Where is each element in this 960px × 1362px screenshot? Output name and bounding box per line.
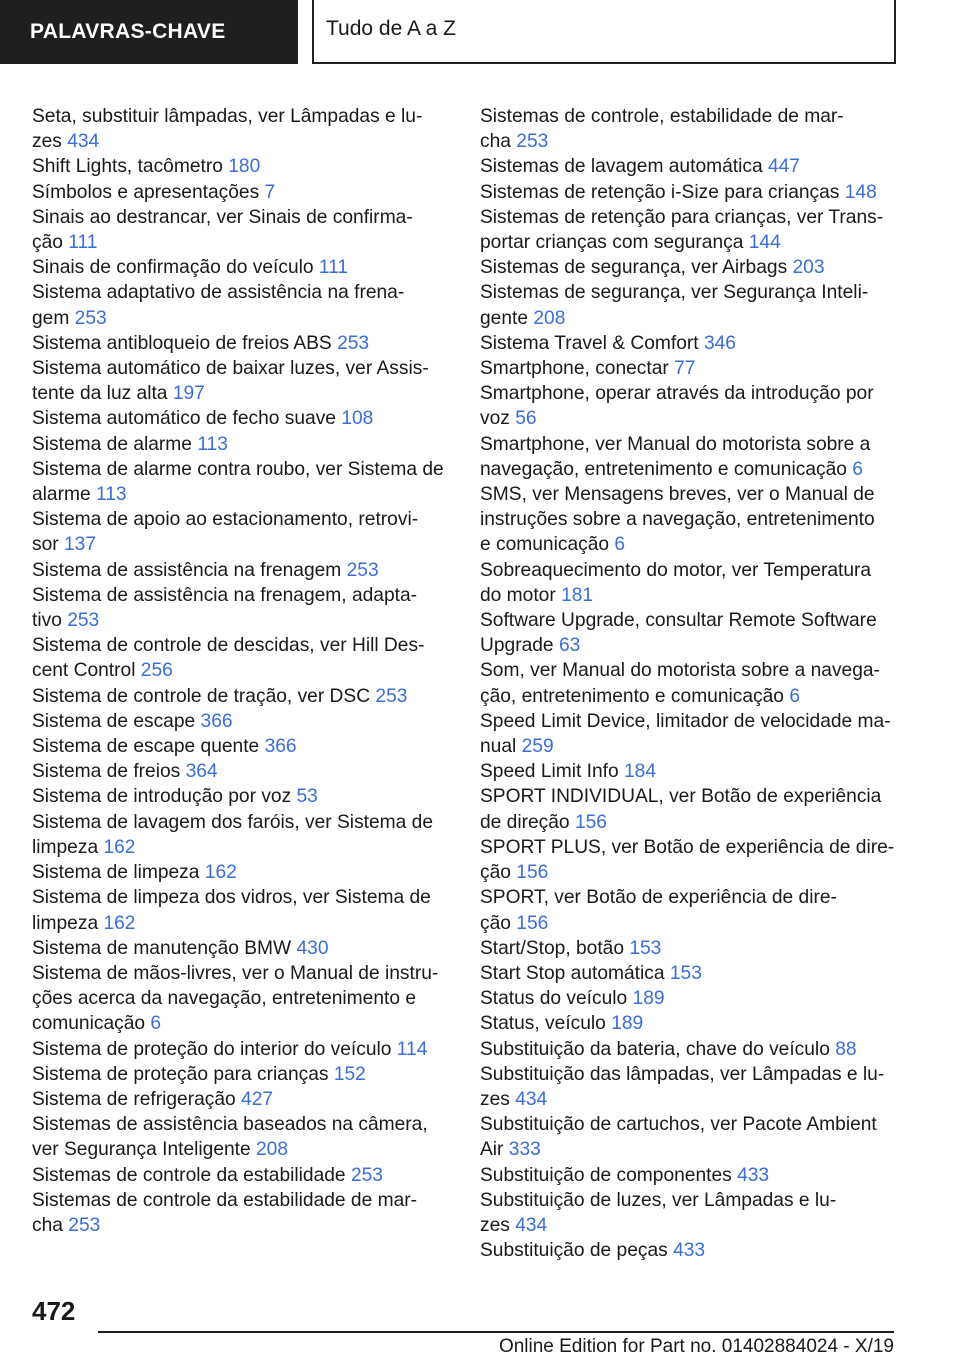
index-entry <box>480 432 900 482</box>
index-entry-label: ção <box>480 912 511 934</box>
index-entry-text <box>480 180 900 205</box>
index-entry-label: ver Segurança Inteligente <box>32 1139 251 1161</box>
page-reference-link[interactable]: 162 <box>204 862 237 884</box>
index-entry <box>32 154 452 179</box>
page-reference-link[interactable]: 253 <box>67 610 100 632</box>
index-entry-text <box>32 432 452 457</box>
index-entry <box>32 205 452 255</box>
index-entry-text <box>480 734 900 759</box>
index-entry-label: zes <box>480 1088 510 1110</box>
index-entry <box>32 356 452 406</box>
index-entry <box>480 482 900 558</box>
page-reference-link[interactable]: 162 <box>103 836 136 858</box>
index-entry <box>480 961 900 986</box>
index-entry-text: instruções sobre a navegação, entretenimento <box>480 509 875 531</box>
index-entry-text: Sistema de mãos-livres, ver o Manual de instru- <box>32 962 439 984</box>
index-entry <box>480 1011 900 1036</box>
index-entry-label: Sistema de introdução por voz <box>32 786 292 808</box>
index-entry <box>480 986 900 1011</box>
index-entry <box>480 835 900 885</box>
index-entry-text <box>32 306 452 331</box>
index-entry-text <box>480 532 900 557</box>
index-entry <box>480 1238 900 1263</box>
index-entry-text: Substituição das lâmpadas, ver Lâmpadas e lu- <box>480 1063 885 1085</box>
index-entry-text: Sistema de assistência na frenagem, adapta- <box>32 584 418 606</box>
index-entry-text: Sistema de alarme contra roubo, ver Sistema de <box>32 458 444 480</box>
index-entry-label: Substituição da bateria, chave do veículo <box>480 1038 830 1060</box>
index-entry-text <box>480 810 900 835</box>
index-entry <box>32 1112 452 1162</box>
index-entry-text: Sistemas de controle, estabilidade de mar- <box>480 106 844 127</box>
index-entry-text: Smartphone, ver Manual do motorista sobre a <box>480 433 871 455</box>
index-entry-label: Sistemas de controle da estabilidade <box>32 1164 346 1186</box>
index-entry <box>32 583 452 633</box>
index-entry-text <box>480 230 900 255</box>
index-entry <box>32 709 452 734</box>
index-entry-text: Seta, substituir lâmpadas, ver Lâmpadas e lu- <box>32 106 423 127</box>
index-entry-label: Status do veículo <box>480 988 628 1010</box>
index-entry <box>32 1037 452 1062</box>
index-column-left <box>32 104 452 1238</box>
index-entry-label: Símbolos e apresentações <box>32 181 260 203</box>
index-entry <box>32 860 452 885</box>
index-entry-label: Status, veículo <box>480 1013 606 1035</box>
index-entry <box>32 885 452 935</box>
index-entry <box>480 104 900 154</box>
index-entry <box>32 457 452 507</box>
index-column-right <box>480 104 900 1263</box>
page-reference-link[interactable]: 156 <box>574 811 607 833</box>
page-reference-link[interactable]: 108 <box>341 408 374 430</box>
index-entry-label: navegação, entretenimento e comunicação <box>480 458 847 480</box>
index-entry <box>32 784 452 809</box>
index-entry-label: cent Control <box>32 660 136 682</box>
index-entry-label: cha <box>480 131 511 153</box>
index-entry-text <box>480 255 900 280</box>
index-entry-text <box>32 381 452 406</box>
index-entry-label: Substituição de peças <box>480 1240 668 1262</box>
index-entry <box>480 381 900 431</box>
index-entry-label: nual <box>480 736 517 758</box>
index-entry-label: gem <box>32 307 70 329</box>
index-entry-label: tente da luz alta <box>32 383 168 405</box>
index-entry-label: limpeza <box>32 836 99 858</box>
index-entry-label: ção <box>32 232 63 254</box>
index-entry-label: Sistema de controle de tração, ver DSC <box>32 685 371 707</box>
page-reference-link[interactable]: 63 <box>558 635 581 657</box>
index-entry <box>32 759 452 784</box>
page-reference-link[interactable]: 189 <box>611 1013 644 1035</box>
index-entry-text: Sistema de apoio ao estacionamento, retrovi- <box>32 509 419 531</box>
index-entry <box>480 558 900 608</box>
index-entry-text <box>480 986 900 1011</box>
page-reference-link[interactable]: 148 <box>844 181 877 203</box>
index-entry-text: Sinais ao destrancar, ver Sinais de confirma- <box>32 206 413 228</box>
index-entry-text <box>32 1011 452 1036</box>
page-header <box>0 0 960 66</box>
page-reference-link[interactable]: 156 <box>516 912 549 934</box>
index-entry-text: Sistemas de controle da estabilidade de mar- <box>32 1189 418 1211</box>
index-entry-text <box>32 658 452 683</box>
index-entry-text <box>32 331 452 356</box>
index-entry-label: cha <box>32 1214 63 1236</box>
index-entry-text <box>480 911 900 936</box>
page-reference-link[interactable]: 111 <box>68 232 98 254</box>
index-entry-text: SPORT, ver Botão de experiência de dire- <box>480 887 837 909</box>
index-entry <box>480 1112 900 1162</box>
page-reference-link[interactable]: 153 <box>629 937 662 959</box>
index-entry-label: Sistema de alarme <box>32 433 192 455</box>
page-reference-link[interactable]: 203 <box>792 257 825 279</box>
index-entry <box>480 885 900 935</box>
index-entry-text: Smartphone, operar através da introdução por <box>480 383 874 405</box>
index-entry-text <box>480 1238 900 1263</box>
index-entry-text <box>480 154 900 179</box>
page-reference-link[interactable]: 114 <box>396 1038 428 1060</box>
index-entry-label: Start Stop automática <box>480 962 665 984</box>
index-entry-text <box>32 482 452 507</box>
index-entry-text <box>32 255 452 280</box>
page-reference-link[interactable]: 77 <box>674 358 696 380</box>
index-entry <box>480 709 900 759</box>
index-entry-text <box>480 1137 900 1162</box>
page-reference-link[interactable]: 364 <box>185 761 218 783</box>
index-entry <box>32 432 452 457</box>
index-entry <box>32 331 452 356</box>
index-entry-label: Start/Stop, botão <box>480 937 624 959</box>
page-reference-link[interactable]: 253 <box>375 685 408 707</box>
page-number: 472 <box>32 1296 76 1326</box>
page-reference-link[interactable]: 181 <box>561 584 594 606</box>
page-reference-link[interactable]: 253 <box>74 307 107 329</box>
index-entry-label: portar crianças com segurança <box>480 232 744 254</box>
page-reference-link[interactable]: 208 <box>256 1139 289 1161</box>
index-entry-label: Air <box>480 1139 504 1161</box>
index-entry-text <box>32 129 452 154</box>
page-reference-link[interactable]: 253 <box>337 332 370 354</box>
index-entry-text <box>480 759 900 784</box>
page-reference-link[interactable]: 156 <box>516 862 549 884</box>
index-entry-label: Sistemas de segurança, ver Airbags <box>480 257 788 279</box>
index-entry-label: comunicação <box>32 1013 146 1035</box>
index-entry-label: Sistema de limpeza <box>32 862 200 884</box>
index-entry-text <box>32 532 452 557</box>
index-entry-label: voz <box>480 408 510 430</box>
index-entry-label: Sistemas de retenção i-Size para crianças <box>480 181 840 203</box>
index-entry-text <box>32 608 452 633</box>
index-entry <box>480 255 900 280</box>
index-entry-text <box>32 1213 452 1238</box>
index-entry-text: Speed Limit Device, limitador de velocidade ma- <box>480 710 891 732</box>
index-entry-label: ção <box>480 862 511 884</box>
page-reference-link[interactable]: 333 <box>508 1139 541 1161</box>
page-reference-link[interactable]: 253 <box>516 131 549 153</box>
index-entry-text <box>480 860 900 885</box>
index-entry-text <box>32 1137 452 1162</box>
index-entry-label: e comunicação <box>480 534 610 556</box>
index-entry-text <box>480 1037 900 1062</box>
page-reference-link[interactable]: 197 <box>172 383 205 405</box>
index-entry-text: Substituição de luzes, ver Lâmpadas e lu- <box>480 1189 837 1211</box>
index-entry <box>480 1163 900 1188</box>
index-entry-text: Sistema de controle de descidas, ver Hill Des- <box>32 635 425 657</box>
index-entry-text <box>32 1037 452 1062</box>
index-entry <box>32 180 452 205</box>
index-entry-text: Sistemas de retenção para crianças, ver Trans- <box>480 206 884 228</box>
page-reference-link[interactable]: 7 <box>264 181 276 203</box>
index-entry-text <box>480 1213 900 1238</box>
page-reference-link[interactable]: 253 <box>68 1214 101 1236</box>
page-reference-link[interactable]: 137 <box>64 534 97 556</box>
page-reference-link[interactable]: 113 <box>197 433 228 455</box>
page-reference-link[interactable]: 180 <box>228 156 261 178</box>
page-reference-link[interactable]: 208 <box>533 307 566 329</box>
page-reference-link[interactable]: 433 <box>737 1164 770 1186</box>
index-entry-text <box>480 1087 900 1112</box>
page-reference-link[interactable]: 253 <box>346 559 379 581</box>
index-entry <box>32 1087 452 1112</box>
page-reference-link[interactable]: 259 <box>521 736 554 758</box>
index-entry <box>480 936 900 961</box>
index-entry-label: sor <box>32 534 59 556</box>
index-entry <box>480 1062 900 1112</box>
index-entry-text: Som, ver Manual do motorista sobre a navega- <box>480 660 880 682</box>
index-entry-text <box>480 129 900 154</box>
index-entry <box>32 1188 452 1238</box>
page-reference-link[interactable]: 88 <box>835 1038 857 1060</box>
index-entry-text: Sistemas de segurança, ver Segurança Inteli- <box>480 282 869 304</box>
index-entry-text <box>480 1011 900 1036</box>
index-entry-label: do motor <box>480 584 556 606</box>
index-entry-label: Upgrade <box>480 635 554 657</box>
index-entry <box>480 1037 900 1062</box>
index-entry <box>32 1163 452 1188</box>
index-entry <box>32 1062 452 1087</box>
index-entry-text: Sistemas de assistência baseados na câmera, <box>32 1114 428 1136</box>
page-reference-link[interactable]: 256 <box>140 660 173 682</box>
index-entry-label: zes <box>480 1214 510 1236</box>
index-entry-label: Smartphone, conectar <box>480 358 669 380</box>
index-entry-text <box>32 1062 452 1087</box>
index-entry-label: Speed Limit Info <box>480 761 619 783</box>
index-entry-text <box>32 1087 452 1112</box>
index-entry-text <box>32 936 452 961</box>
index-entry <box>32 810 452 860</box>
index-entry-label: limpeza <box>32 912 99 934</box>
page-reference-link[interactable]: 434 <box>515 1214 548 1236</box>
index-entry-label: alarme <box>32 484 91 506</box>
index-entry-text <box>32 709 452 734</box>
index-entry-text: SMS, ver Mensagens breves, ver o Manual de <box>480 484 875 506</box>
index-entry-label: Sistema de freios <box>32 761 181 783</box>
index-entry-text: SPORT PLUS, ver Botão de experiência de dire- <box>480 836 895 858</box>
index-entry-label: de direção <box>480 811 570 833</box>
page-reference-link[interactable]: 56 <box>515 408 537 430</box>
page-reference-link[interactable]: 434 <box>67 131 100 153</box>
page-reference-link[interactable]: 6 <box>150 1013 162 1035</box>
index-entry <box>32 104 452 154</box>
index-entry <box>32 633 452 683</box>
index-entry-text <box>480 936 900 961</box>
index-entry <box>32 734 452 759</box>
index-entry-label: Sistema Travel & Comfort <box>480 332 699 354</box>
index-entry <box>32 280 452 330</box>
index-entry-label: ção, entretenimento e comunicação <box>480 685 784 707</box>
page-reference-link[interactable]: 111 <box>318 257 349 279</box>
index-entry-text: Sistema automático de baixar luzes, ver Assis- <box>32 358 429 380</box>
page-reference-link[interactable]: 6 <box>614 534 626 556</box>
index-entry-text <box>32 734 452 759</box>
index-entry-text <box>480 306 900 331</box>
index-entry <box>480 658 900 708</box>
index-entry-label: Shift Lights, tacômetro <box>32 156 223 178</box>
index-entry <box>480 759 900 784</box>
index-entry-text <box>32 911 452 936</box>
index-entry-text <box>480 457 900 482</box>
index-entry <box>480 331 900 356</box>
index-entry <box>32 406 452 431</box>
page-reference-link[interactable]: 433 <box>673 1240 706 1262</box>
index-entry-text <box>32 860 452 885</box>
index-entry-text <box>32 180 452 205</box>
page-reference-link[interactable]: 189 <box>632 988 665 1010</box>
page-reference-link[interactable]: 6 <box>789 685 800 707</box>
index-entry-text: Sobreaquecimento do motor, ver Temperatura <box>480 559 872 581</box>
index-entry-text <box>480 406 900 431</box>
index-entry-text <box>32 406 452 431</box>
index-entry-label: Sistema de assistência na frenagem <box>32 559 342 581</box>
section-subtitle: Tudo de A a Z <box>312 0 896 64</box>
index-entry-text <box>480 1163 900 1188</box>
index-entry-label: Sistema automático de fecho suave <box>32 408 336 430</box>
index-entry <box>32 961 452 1037</box>
page-reference-link[interactable]: 366 <box>200 710 233 732</box>
page-reference-link[interactable]: 434 <box>515 1088 548 1110</box>
index-entry-label: zes <box>32 131 62 153</box>
index-entry-label: Sistema antibloqueio de freios ABS <box>32 332 332 354</box>
index-entry-text: Sistema adaptativo de assistência na frena- <box>32 282 405 304</box>
page-reference-link[interactable]: 447 <box>767 156 800 178</box>
index-entry <box>32 255 452 280</box>
index-entry-text: Sistema de limpeza dos vidros, ver Sistema de <box>32 887 431 909</box>
index-entry-text <box>32 230 452 255</box>
page-reference-link[interactable]: 427 <box>241 1088 274 1110</box>
index-entry <box>480 608 900 658</box>
index-entry-text <box>32 154 452 179</box>
index-entry <box>480 356 900 381</box>
index-entry-label: Sistema de proteção para crianças <box>32 1063 329 1085</box>
index-entry <box>32 936 452 961</box>
index-entry-text <box>480 961 900 986</box>
index-entry-text <box>480 633 900 658</box>
index-entry <box>32 507 452 557</box>
index-entry-text <box>480 684 900 709</box>
index-entry-text <box>480 331 900 356</box>
index-entry-text: Sistema de lavagem dos faróis, ver Sistema de <box>32 811 433 833</box>
index-entry-text: ções acerca da navegação, entretenimento e <box>32 988 417 1010</box>
page-reference-link[interactable]: 366 <box>264 736 297 758</box>
index-entry <box>32 558 452 583</box>
page-reference-link[interactable]: 53 <box>296 786 318 808</box>
index-entry-text <box>32 1163 452 1188</box>
page-reference-link[interactable]: 6 <box>852 458 863 480</box>
index-entry <box>480 1188 900 1238</box>
index-entry <box>480 784 900 834</box>
index-entry-label: Sistema de escape <box>32 710 196 732</box>
index-entry-text <box>480 356 900 381</box>
index-entry-text <box>480 583 900 608</box>
page-reference-link[interactable]: 144 <box>748 232 781 254</box>
footer-divider <box>98 1331 894 1333</box>
page-reference-link[interactable]: 152 <box>333 1063 366 1085</box>
index-entry <box>480 180 900 205</box>
page-reference-link[interactable]: 162 <box>103 912 136 934</box>
index-entry <box>480 154 900 179</box>
index-entry-label: Sistema de proteção do interior do veículo <box>32 1038 392 1060</box>
index-entry <box>480 205 900 255</box>
section-tab: PALAVRAS-CHAVE <box>0 0 298 64</box>
index-entry-text <box>32 558 452 583</box>
index-entry-label: gente <box>480 307 529 329</box>
footer-edition-text: Online Edition for Part no. 01402884024 - X/19 <box>498 1336 894 1357</box>
index-entry-text: Software Upgrade, consultar Remote Software <box>480 610 877 632</box>
index-entry-text: SPORT INDIVIDUAL, ver Botão de experiência <box>480 786 882 808</box>
index-entry-label: Sistemas de lavagem automática <box>480 156 763 178</box>
index-entry-label: Sistema de escape quente <box>32 736 260 758</box>
index-entry <box>480 280 900 330</box>
page-reference-link[interactable]: 253 <box>350 1164 383 1186</box>
page-reference-link[interactable]: 430 <box>296 937 329 959</box>
page-reference-link[interactable]: 113 <box>96 484 127 506</box>
index-entry-text <box>32 784 452 809</box>
page-reference-link[interactable]: 184 <box>624 761 657 783</box>
index-entry-label: tivo <box>32 610 62 632</box>
index-entry-text <box>32 759 452 784</box>
index-entry-label: Sistema de manutenção BMW <box>32 937 292 959</box>
page-reference-link[interactable]: 153 <box>669 962 702 984</box>
index-entry-label: Substituição de componentes <box>480 1164 732 1186</box>
index-entry <box>32 684 452 709</box>
index-entry-text <box>32 684 452 709</box>
index-entry-label: Sistema de refrigeração <box>32 1088 236 1110</box>
index-entry-label: Sinais de confirmação do veículo <box>32 257 314 279</box>
index-entry-text <box>32 835 452 860</box>
page-reference-link[interactable]: 346 <box>703 332 736 354</box>
index-entry-text: Substituição de cartuchos, ver Pacote Ambient <box>480 1114 877 1136</box>
